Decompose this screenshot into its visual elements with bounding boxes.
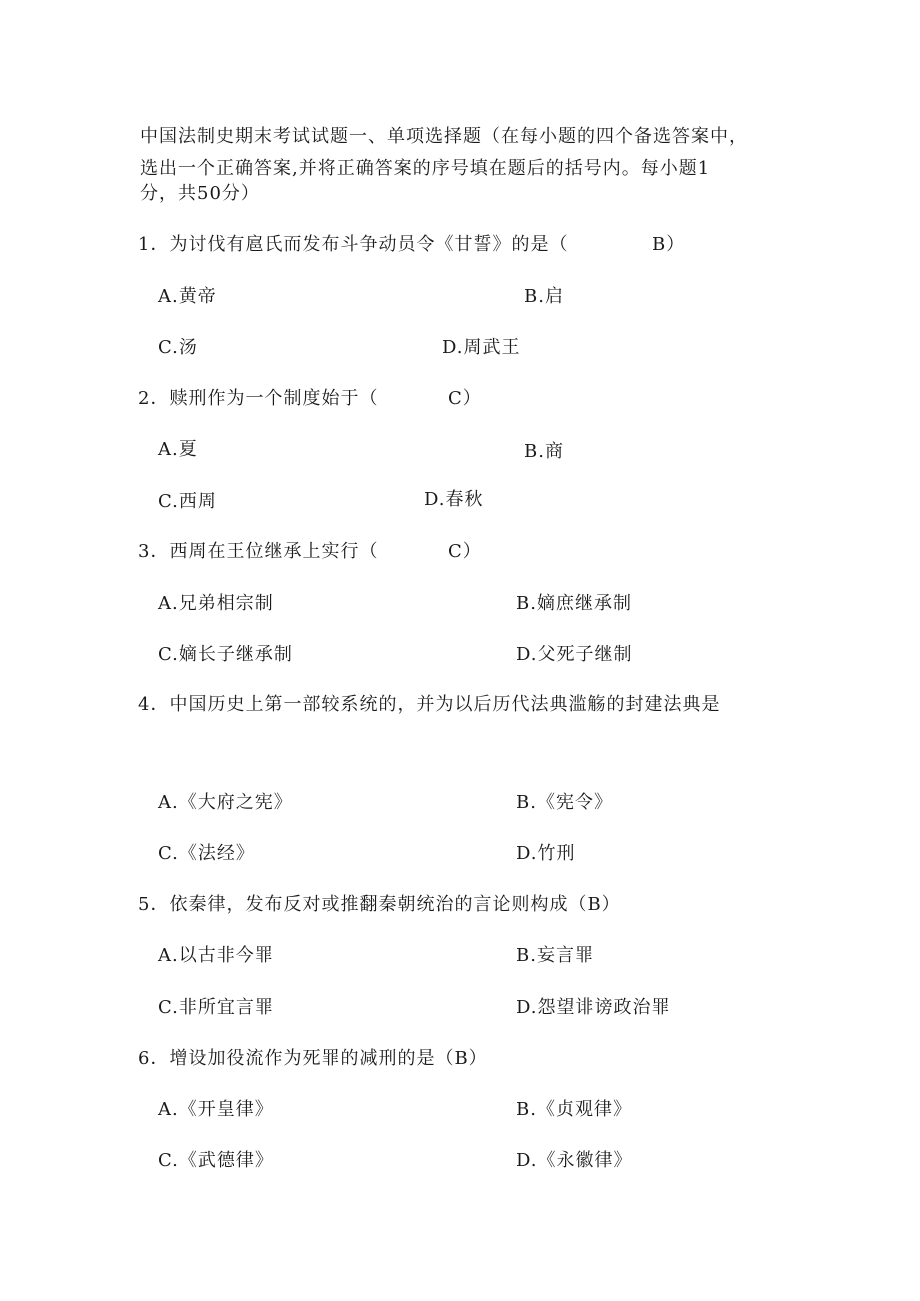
question-3-option-b: B.嫡庶继承制 <box>516 593 632 614</box>
question-2-option-a: A.夏 <box>158 439 198 460</box>
question-3-option-a: A.兄弟相宗制 <box>158 593 274 614</box>
question-4-option-a: A.《大府之宪》 <box>158 792 293 813</box>
intro-line-1: 中国法制史期末考试试题一、单项选择题（在每小题的四个备选答案中， <box>140 126 748 147</box>
question-3-stem: 3．西周在王位继承上实行（ <box>138 541 379 562</box>
question-6-option-d: D.《永徽律》 <box>516 1150 633 1171</box>
question-2-option-c: C.西周 <box>158 491 217 512</box>
question-2-option-b: B.商 <box>524 441 564 462</box>
intro-line-2: 选出一个正确答案,并将正确答案的序号填在题后的括号内。每小题1 <box>140 158 711 179</box>
intro-line-3: 分，共50分） <box>140 183 260 204</box>
question-6-stem: 6．增设加役流作为死罪的减刑的是（B） <box>138 1048 488 1069</box>
question-1-option-d: D.周武王 <box>442 337 521 358</box>
question-4-option-d: D.竹刑 <box>516 843 576 864</box>
question-5-option-a: A.以古非今罪 <box>158 945 274 966</box>
question-4-stem: 4．中国历史上第一部较系统的，并为以后历代法典滥觞的封建法典是 <box>138 694 721 715</box>
question-1-answer: B） <box>652 234 686 255</box>
question-6-option-a: A.《开皇律》 <box>158 1099 274 1120</box>
question-4-option-b: B.《宪令》 <box>516 792 613 813</box>
question-6-option-b: B.《贞观律》 <box>516 1099 632 1120</box>
question-1-option-c: C.汤 <box>158 337 198 358</box>
question-3-option-c: C.嫡长子继承制 <box>158 644 293 665</box>
question-4-option-c: C.《法经》 <box>158 843 255 864</box>
question-1-option-b: B.启 <box>524 286 564 307</box>
question-6-option-c: C.《武德律》 <box>158 1150 274 1171</box>
question-1-stem: 1．为讨伐有扈氏而发布斗争动员令《甘誓》的是（ <box>138 234 569 255</box>
question-5-option-b: B.妄言罪 <box>516 945 594 966</box>
question-1-option-a: A.黄帝 <box>158 286 217 307</box>
question-2-option-d: D.春秋 <box>424 489 484 510</box>
question-5-option-c: C.非所宜言罪 <box>158 997 274 1018</box>
question-5-option-d: D.怨望诽谤政治罪 <box>516 997 671 1018</box>
question-2-answer: C） <box>448 388 482 409</box>
question-5-stem: 5．依秦律，发布反对或推翻秦朝统治的言论则构成（B） <box>138 894 621 915</box>
question-3-answer: C） <box>448 541 482 562</box>
question-2-stem: 2．赎刑作为一个制度始于（ <box>138 388 379 409</box>
question-3-option-d: D.父死子继制 <box>516 644 633 665</box>
